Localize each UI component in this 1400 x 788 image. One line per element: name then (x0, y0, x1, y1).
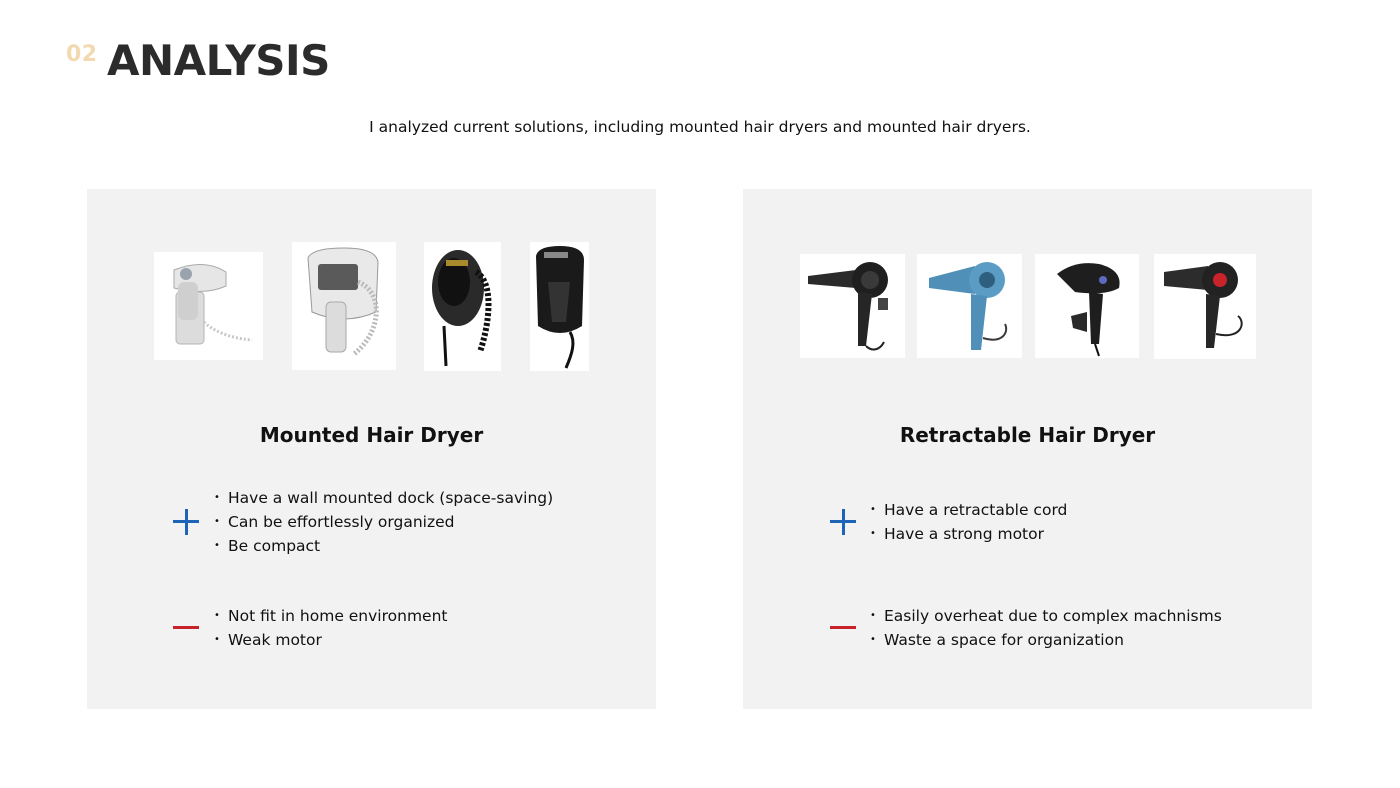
product-photo (917, 254, 1022, 358)
minus-icon (830, 626, 856, 629)
product-photo (800, 254, 905, 358)
section-number: 02 (66, 42, 98, 67)
panel-title: Retractable Hair Dryer (899, 423, 1156, 447)
product-photo (530, 242, 589, 371)
pros-list (870, 498, 1067, 546)
pro-item: • Have a retractable cord (870, 498, 1067, 522)
con-item: • Easily overheat due to complex machnisms (870, 604, 1222, 628)
section-title: ANALYSIS (107, 36, 330, 85)
con-item: • Weak motor (214, 628, 448, 652)
product-photo (1154, 254, 1256, 359)
cons-list (214, 604, 448, 652)
panel-title: Mounted Hair Dryer (259, 423, 484, 447)
pro-item: • Have a strong motor (870, 522, 1067, 546)
pro-item: • Be compact (214, 534, 553, 558)
pro-item: • Have a wall mounted dock (space-saving) (214, 486, 553, 510)
retractable-dryer-panel (743, 189, 1312, 709)
pro-item: • Can be effortlessly organized (214, 510, 553, 534)
pros-list (214, 486, 553, 558)
con-item: • Not fit in home environment (214, 604, 448, 628)
cons-list (870, 604, 1222, 652)
minus-icon (173, 626, 199, 629)
plus-icon (830, 509, 856, 535)
plus-icon (173, 509, 199, 535)
product-photo (424, 242, 501, 371)
intro-text: I analyzed current solutions, including mounted hair dryers and mounted hair dryers. (369, 118, 1031, 136)
product-photo (292, 242, 396, 370)
product-photo (1035, 254, 1139, 358)
con-item: • Waste a space for organization (870, 628, 1222, 652)
mounted-dryer-panel (87, 189, 656, 709)
product-photo (154, 252, 263, 360)
